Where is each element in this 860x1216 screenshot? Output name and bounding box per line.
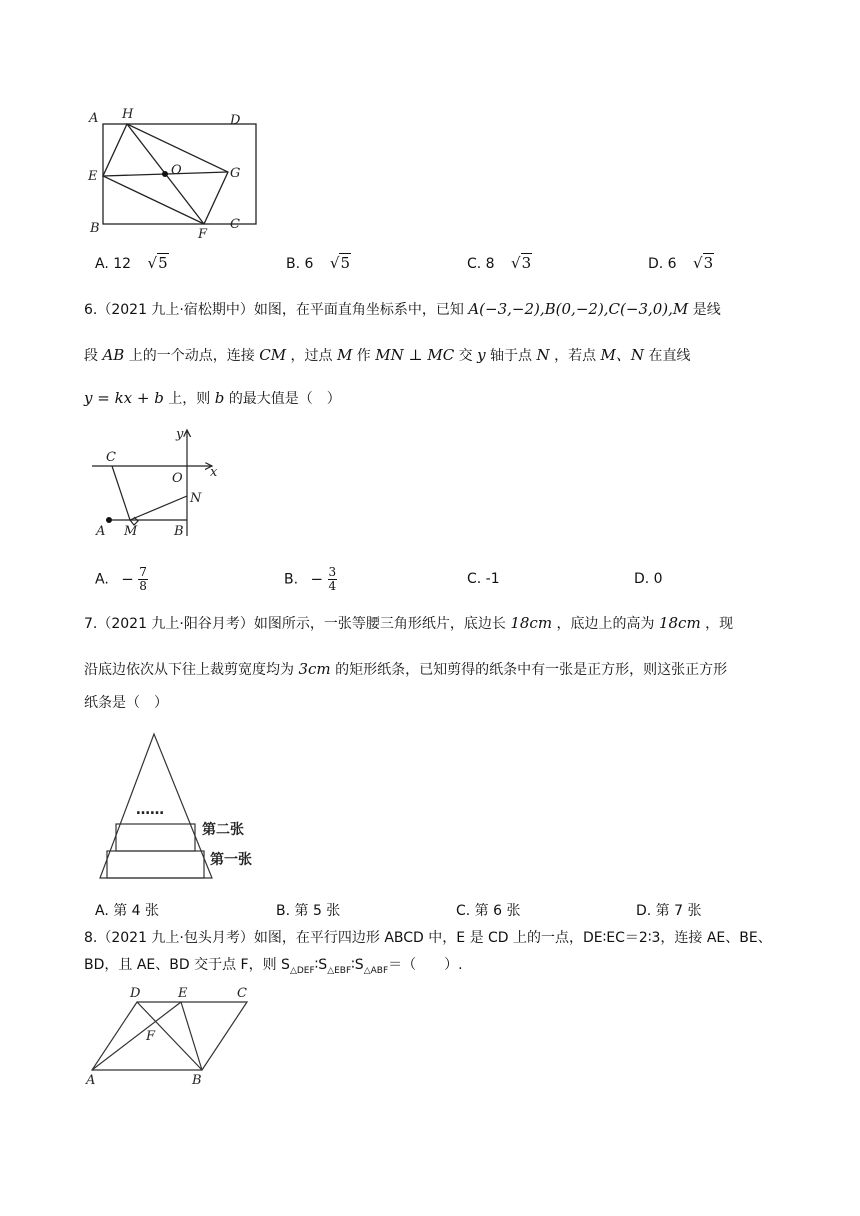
q6-option-b-letter: B. bbox=[284, 571, 299, 588]
q6-label-c: C bbox=[106, 450, 116, 465]
q5-option-c-text: C. 8 bbox=[467, 256, 495, 272]
q5-option-d-text: D. 6 bbox=[648, 256, 677, 272]
q8-figure bbox=[82, 982, 262, 1090]
q6-stem-line2: 段 AB 上的一个动点，连接 CM ，过点 M 作 MN ⊥ MC 交 y 轴于点 N ，若点 M、N 在直线 bbox=[84, 346, 691, 364]
q5-label-f: F bbox=[198, 227, 208, 242]
q7-strip-1 bbox=[107, 851, 204, 878]
q5-option-b[interactable] bbox=[286, 253, 351, 274]
q6-option-a-letter: A. bbox=[95, 571, 109, 588]
q7-option-c[interactable]: C. 第 6 张 bbox=[456, 903, 521, 919]
q6-option-a-fraction: $\frac{7}{8}$ bbox=[139, 565, 147, 593]
q5-label-o: O bbox=[171, 163, 182, 178]
q5-label-c: C bbox=[230, 217, 240, 232]
q6-option-b-sign: − bbox=[310, 569, 324, 588]
q7-stem-line2: 沿底边依次从下往上裁剪宽度均为 3cm 的矩形纸条，已知剪得的纸条中有一张是正方形，则这张正方形 bbox=[84, 660, 728, 678]
q6-option-a[interactable] bbox=[95, 566, 148, 594]
q8-label-d: D bbox=[130, 986, 141, 1001]
q8-stem-line1: 8.（2021 九上·包头月考）如图，在平行四边形 ABCD 中，E 是 CD 上的一点，DE∶EC＝2∶3，连接 AE、BE、 bbox=[84, 930, 772, 946]
q5-option-d-sqrt: √3 bbox=[693, 254, 714, 272]
q6-label-b: B bbox=[174, 524, 184, 539]
q8-label-f: F bbox=[146, 1029, 156, 1044]
q6-segment-mn bbox=[130, 496, 187, 520]
q8-label-c: C bbox=[237, 986, 247, 1001]
q6-stem-line1: 6.（2021 九上·宿松期中）如图，在平面直角坐标系中，已知 A(−3,−2),B(0,−2),C(−3,0),M 是线 bbox=[84, 300, 721, 318]
q6-label-o: O bbox=[172, 471, 183, 486]
q6-stem-line3: y = kx + b 上，则 b 的最大值是（ ） bbox=[84, 389, 341, 407]
q5-option-c[interactable] bbox=[467, 253, 532, 274]
q7-dots: …… bbox=[136, 802, 164, 818]
q6-figure bbox=[92, 424, 232, 542]
q6-option-d[interactable]: D. 0 bbox=[634, 571, 663, 587]
q5-option-a-text: A. 12 bbox=[95, 256, 132, 272]
q5-option-b-sqrt: √5 bbox=[329, 254, 350, 272]
q7-stem-line3: 纸条是（ ） bbox=[84, 695, 168, 711]
q7-strip-2 bbox=[116, 824, 195, 851]
q7-label-second: 第二张 bbox=[202, 822, 244, 838]
q6-option-b-fraction: $\frac{3}{4}$ bbox=[328, 565, 337, 593]
q5-option-a[interactable] bbox=[95, 253, 169, 274]
q7-figure bbox=[92, 728, 267, 883]
q6-option-c[interactable]: C. -1 bbox=[467, 571, 500, 587]
q5-option-b-text: B. 6 bbox=[286, 256, 314, 272]
q5-label-e: E bbox=[88, 169, 98, 184]
q6-label-x: x bbox=[210, 465, 218, 480]
q6-label-a: A bbox=[96, 524, 106, 539]
q5-option-c-sqrt: √3 bbox=[511, 254, 532, 272]
q5-option-a-sqrt: √5 bbox=[147, 254, 168, 272]
q5-label-b: B bbox=[90, 221, 100, 236]
q6-label-m: M bbox=[124, 524, 138, 539]
q6-segment-cm bbox=[112, 466, 130, 520]
q5-option-d[interactable] bbox=[648, 253, 714, 274]
q7-stem-line1: 7.（2021 九上·阳谷月考）如图所示，一张等腰三角形纸片，底边长 18cm ，底边上的高为 18cm ，现 bbox=[84, 614, 734, 632]
q5-point-o bbox=[162, 171, 168, 177]
q8-stem-line2: BD，且 AE、BD 交于点 F，则 $S_{\triangle DEF}∶S_{\triangle EBF}∶S_{\triangle ABF}=$（ ）. bbox=[84, 957, 463, 976]
q5-label-g: G bbox=[230, 166, 241, 181]
q7-option-d[interactable]: D. 第 7 张 bbox=[636, 903, 702, 919]
q6-label-y: y bbox=[176, 427, 184, 442]
q5-label-d: D bbox=[230, 113, 241, 128]
q8-segment-ae bbox=[92, 1002, 181, 1070]
q5-label-a: A bbox=[89, 111, 99, 126]
q6-option-a-sign: − bbox=[121, 569, 134, 588]
q6-point-a bbox=[106, 517, 112, 523]
q7-label-first: 第一张 bbox=[210, 852, 252, 868]
q5-label-h: H bbox=[122, 107, 134, 122]
q7-option-b[interactable]: B. 第 5 张 bbox=[276, 903, 341, 919]
q5-figure bbox=[84, 104, 264, 244]
q7-option-a[interactable]: A. 第 4 张 bbox=[95, 903, 160, 919]
q8-label-e: E bbox=[178, 986, 188, 1001]
q6-option-b[interactable] bbox=[284, 566, 337, 594]
q6-label-n: N bbox=[190, 491, 202, 506]
q8-label-a: A bbox=[86, 1073, 96, 1088]
q8-label-b: B bbox=[192, 1073, 202, 1088]
